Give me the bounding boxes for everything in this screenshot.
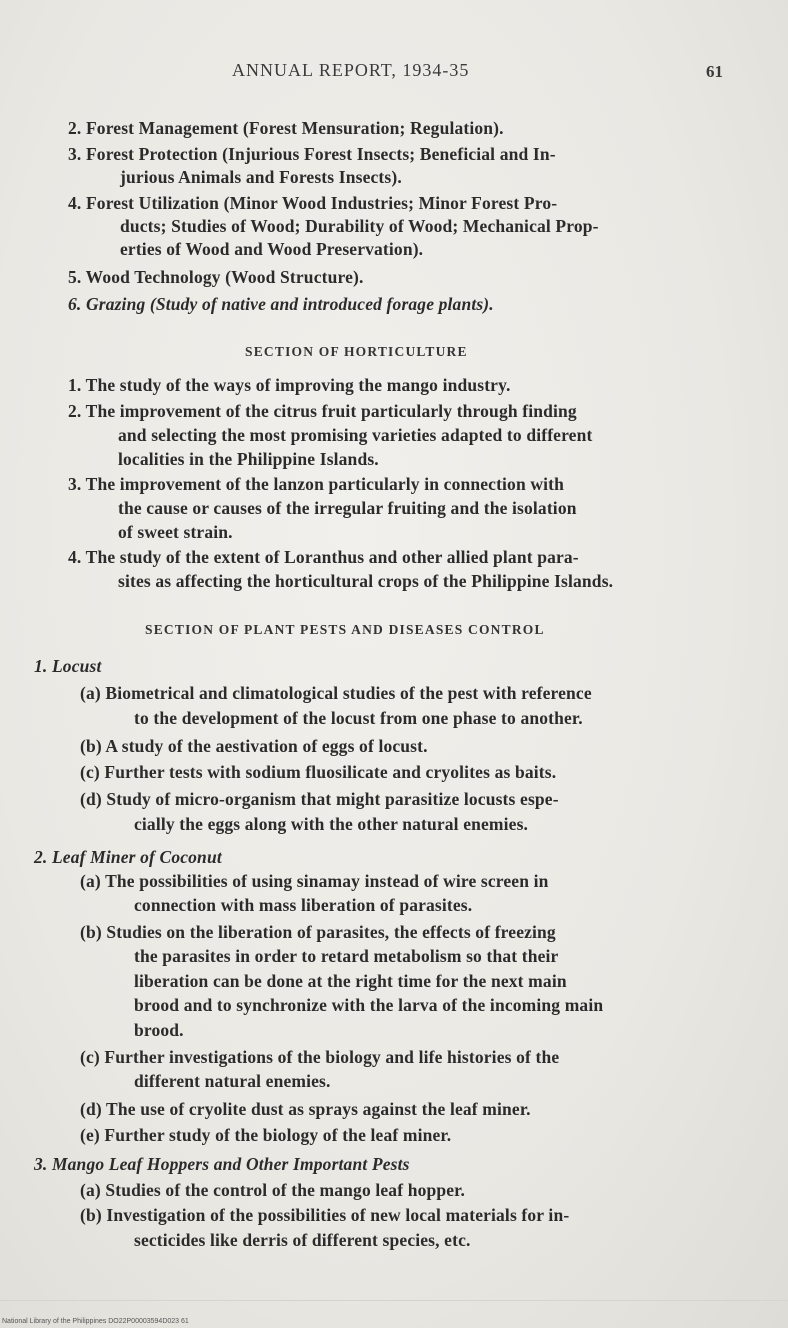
list-item: (c) Further tests with sodium fluosilicate and cryolites as baits. bbox=[80, 762, 557, 782]
page-edge-divider bbox=[0, 1300, 788, 1301]
list-item: (b) Studies on the liberation of parasites, the effects of freezing bbox=[80, 922, 556, 942]
list-item-continuation: the cause or causes of the irregular fruiting and the isolation bbox=[118, 498, 577, 518]
list-item-continuation: to the development of the locust from one phase to another. bbox=[134, 708, 583, 728]
running-title: ANNUAL REPORT, 1934-35 bbox=[232, 60, 470, 80]
list-item: (b) A study of the aestivation of eggs of locust. bbox=[80, 736, 428, 756]
list-item-continuation: jurious Animals and Forests Insects). bbox=[120, 167, 402, 187]
list-item-continuation: ducts; Studies of Wood; Durability of Wood; Mechanical Prop- bbox=[120, 216, 599, 236]
list-item: 4. The study of the extent of Loranthus and other allied plant para- bbox=[68, 547, 579, 567]
footer-source-stamp: National Library of the Philippines DO22P00003594D023 61 bbox=[2, 1318, 189, 1325]
list-item: (c) Further investigations of the biology and life histories of the bbox=[80, 1047, 560, 1067]
list-item-continuation: brood and to synchronize with the larva of the incoming main bbox=[134, 995, 604, 1015]
list-item-continuation: and selecting the most promising varieties adapted to different bbox=[118, 425, 593, 445]
list-item: (d) Study of micro-organism that might parasitize locusts espe- bbox=[80, 789, 559, 809]
list-item-continuation: connection with mass liberation of parasites. bbox=[134, 895, 473, 915]
subsection-title: 2. Leaf Miner of Coconut bbox=[34, 847, 222, 867]
list-item-continuation: the parasites in order to retard metabolism so that their bbox=[134, 946, 559, 966]
list-item: 3. The improvement of the lanzon particularly in connection with bbox=[68, 474, 565, 494]
list-item: (a) The possibilities of using sinamay instead of wire screen in bbox=[80, 871, 549, 891]
subsection-title: 3. Mango Leaf Hoppers and Other Important Pests bbox=[34, 1154, 410, 1174]
page-header bbox=[0, 60, 788, 90]
list-item-continuation: brood. bbox=[134, 1020, 184, 1040]
list-item-continuation: localities in the Philippine Islands. bbox=[118, 449, 379, 469]
page-number: 61 bbox=[706, 62, 723, 81]
list-item: (b) Investigation of the possibilities of new local materials for in- bbox=[80, 1205, 570, 1225]
list-item: 5. Wood Technology (Wood Structure). bbox=[68, 267, 364, 287]
list-item-continuation: different natural enemies. bbox=[134, 1071, 331, 1091]
section-heading: SECTION OF HORTICULTURE bbox=[245, 344, 468, 359]
list-item-continuation: of sweet strain. bbox=[118, 522, 233, 542]
list-item: 2. The improvement of the citrus fruit particularly through finding bbox=[68, 401, 577, 421]
list-item: 1. The study of the ways of improving the mango industry. bbox=[68, 375, 511, 395]
list-item: 3. Forest Protection (Injurious Forest Insects; Beneficial and In- bbox=[68, 144, 556, 164]
list-item: 2. Forest Management (Forest Mensuration; Regulation). bbox=[68, 118, 504, 138]
list-item: (a) Biometrical and climatological studies of the pest with reference bbox=[80, 683, 592, 703]
list-item-continuation: cially the eggs along with the other natural enemies. bbox=[134, 814, 529, 834]
list-item-continuation: erties of Wood and Wood Preservation). bbox=[120, 239, 424, 259]
list-item: (e) Further study of the biology of the leaf miner. bbox=[80, 1125, 452, 1145]
list-item-continuation: liberation can be done at the right time for the next main bbox=[134, 971, 567, 991]
section-heading: SECTION OF PLANT PESTS AND DISEASES CONTROL bbox=[145, 622, 545, 637]
list-item-continuation: sites as affecting the horticultural crops of the Philippine Islands. bbox=[118, 571, 614, 591]
list-item: 4. Forest Utilization (Minor Wood Industries; Minor Forest Pro- bbox=[68, 193, 558, 213]
list-item-continuation: secticides like derris of different species, etc. bbox=[134, 1230, 471, 1250]
subsection-title: 1. Locust bbox=[34, 656, 102, 676]
list-item: 6. Grazing (Study of native and introduced forage plants). bbox=[68, 294, 494, 314]
list-item: (d) The use of cryolite dust as sprays against the leaf miner. bbox=[80, 1099, 531, 1119]
list-item: (a) Studies of the control of the mango leaf hopper. bbox=[80, 1180, 466, 1200]
